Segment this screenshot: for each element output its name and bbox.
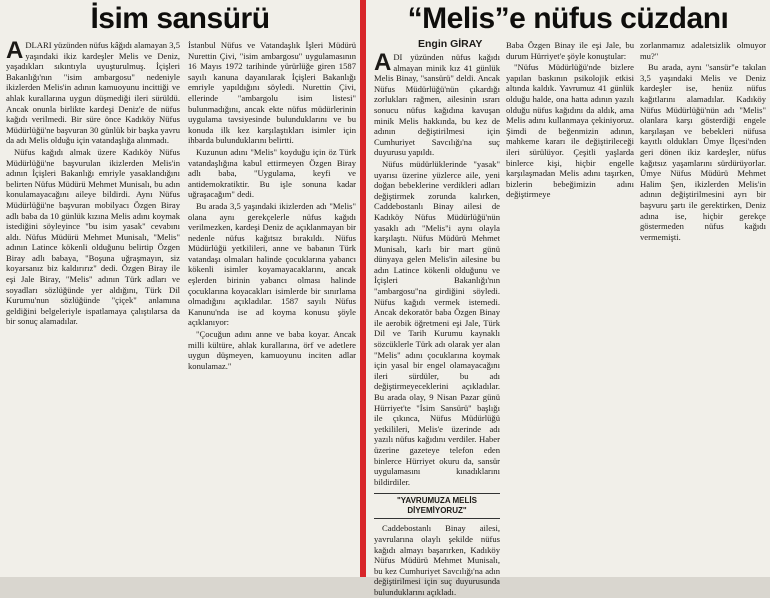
left-col2-paragraph-2: Kuzunun adını "Melis" koyduğu için öz Türk vatandaşlığına kabul ettirmeyen Özgen Biray adlı baba, "Uygulama, keyfi ve antidemokratiktir. Bu işle sonuna kadar uğraşacağım" dedi.	[188, 146, 356, 200]
right-clipping	[366, 0, 770, 597]
left-clipping	[0, 0, 360, 577]
right-col2-paragraph-2: "Nüfus Müdürlüğü'nde bizlere yapılan baskının psikolojik etkisi altında kaldık. Yavrumuz 41 günlük olduğu halde, ona hatta adının yazılı olduğu nüfus kağıdını da aldık, ama Melis adını kullanmaya çekiniyoruz. Şimdi de beğenmizin adının, mahkeme kararı ile değiştirileceği ileri sürülüyor. Çeşitli yaşlarda binlerce kişi, hiçbir engelle karşılaşmadan Melis adını taşırken, bizlerin bebeğimizin adını değiştirmeye	[506, 62, 634, 200]
left-column-2	[188, 40, 356, 577]
left-col2-paragraph-4: "Çocuğun adını anne ve baba koyar. Ancak milli kültüre, ahlak kurallarına, örf ve adetlere uygun düşmeyen, kamuoyunu inciten adlar konulamaz."	[188, 329, 356, 371]
right-col1-paragraph-1: ADI yüzünden nüfus kağıdı almayan minik kız 41 günlük Melis Binay, "sansürü" deldi. Ancak Nüfus Müdürlüğü'nün çıkardığı zorlukları rağmen, ailesinin ısrarı sonucu nüfus kağıdına kavuşan minik Melis hakkında, bu kez de adının değiştirilmesi için Cumhuriyet Savcılığı'na suç duyurusu yapıldı.	[374, 49, 500, 158]
left-col2-paragraph-1: İstanbul Nüfus ve Vatandaşlık İşleri Müdürü Nurettin Çivi, "isim ambargosu" uygulamasının 16 Mayıs 1972 tarihinde yürürlüğe giren 1587 sayılı kanuna dayanılarak İçişleri Bakanlığı emriyle yapıldığını söyledi. Nurettin Çivi, ellerinde "ambargolu isim listesi" bulunmadığını, ancak ekte nüfus müdürlerinin uygulama tavsiyesinde bulunduklarını ve bu konuda ilk kez karşılaştıkları isimler için ihbarda bulunduklarını belirtti.	[188, 40, 356, 146]
right-column-1	[374, 49, 500, 597]
subhead: "YAVRUMUZA MELİS DİYEMİYORUZ"	[374, 493, 500, 519]
right-headline: “Melis”e nüfus cüzdanı	[407, 2, 729, 35]
right-column-2	[506, 40, 634, 250]
left-col1-paragraph-1: ADLARI yüzünden nüfus kâğıdı alamayan 3,5 yaşındaki ikiz kardeşler Melis ve Deniz, yaşadıkları sıkıntıyla uyuşturulmuş. İçişleri Bakanlığı'nın "isim ambargosu" nedeniyle ikizlerden Melis'in adının kamuoyunu incittiği ve ahlak kurallarına uygun düşmediği ileri sürüldü. Ancak onunla birlikte kardeşi Deniz'e de nüfus kağıdı verilmedi. Bir süre önce Kadıköy Nüfus Müdürlüğü'ne başvuran 30 günlük bir başka yavru da adı Melis olduğu için vatandaşlığa alınmadı.	[6, 37, 180, 146]
dropcap: A	[6, 37, 24, 64]
right-col1-paragraph-2: Nüfus müdürlüklerinde "yasak" uyarısı üzerine yüzlerce aile, yeni doğan bebeklerine verdikleri adları değiştirmek zorunda kalırken, Caddebostanlı Binay ailesi de Kadıköy Nüfus Müdürlüğü'nün yasaklı adı "Melis"i aynı olayla karşılaştı. Nüfus Müdürü Mehmet Munisalı, karlı bir mart günü dünyaya gelen Melis'in ailesine bu adın Latince kökenli olduğunu ve İçişleri Bakanlığı'nın "ambargosu"na girdiğini söyledi. Nüfus kağıdı vermek istemedi. Ancak dekoratör baba Özgen Binay ile aerobik öğretmeni eşi Jale, Türk Dil ve Tarih Kurumu kaynaklı sözcüklerle Türk adı olarak yer alan "Melis" adını çocuklarına koymak için yasal bir engel olamayacağını ileri sürdüler, bu adı değiştirmeyeceklerini açıkladılar. Bu arada olay, 9 Nisan Pazar günü Hürriyet'te "İsim Sansürü" başlığı ile çıkınca, Nüfus Müdürlüğü yetkilileri, Melis'e üzerinde adı yazılı nüfus kağıdını verdiler. Haber üzerine gazeteye telefon eden binlerce Hürriyet okuru da, sansür uygulamasını kınadıklarını bildirdiler.	[374, 158, 500, 487]
left-column-1	[6, 37, 180, 577]
left-headline: İsim sansürü	[90, 2, 270, 35]
dropcap: A	[374, 49, 392, 76]
right-col2-paragraph-1: Baba Özgen Binay ile eşi Jale, bu durum Hürriyet'e şöyle konuştular:	[506, 40, 634, 61]
left-col2-paragraph-3: Bu arada 3,5 yaşındaki ikizlerden adı "Melis" olana aynı gerekçelerle nüfus kağıdı verilmezken, kardeşi Deniz de açıklanmayan bir nedenle nüfus kağıtsız bırakıldı. Nüfus Müdürlüğü yetkilileri, anne ve babanın Türk vatandaşı olmaları halinde çocuklarına yabancı kökenli isimler koyamayacaklarını, ancak eşlerden birinin yabancı olması halinde çocuklarına koyacakları isimlerde bir sınırlama olmadığını açıkladılar. 1587 sayılı Nüfus Kanunu'nda ise ad koyma konusu şöyle açıklanıyor:	[188, 200, 356, 328]
byline: Engin GİRAY	[418, 38, 483, 50]
left-col1-paragraph-2: Nüfus kağıdı almak üzere Kadıköy Nüfus Müdürlüğü'ne başvurulan ikizlerden Melis'in adının İçişleri Bakanlığı emriyle yasaklandığını belirten Nüfus Müdürü Mehmet Munisalı, bu adın konulamayacağını aileye bildirdi. Aynı Nüfus Müdürlüğü'ne başvuran mobilyacı Özgen Biray adlı baba da 10 günlük kızına Melis adını koymak istediğini söyleyince "bu isim yasak" cevabını aldı. Nüfus Müdürü Mehmet Munisalı, "Melis" adının Latince kökenli olduğunu belirtip Özgen Biray adlı babaya, "Boşuna uğraşmayın, siz koyarsanız biz kaldırırız" dedi. Özgen Biray ile eşi Jale Biray, "Melis" adının Türk adları ve soyadları sözlüğünde yer aldığını, Türk Dil Kurumu'nun sözlüğünde "çiçek" anlamına geldiğini belgeleriyle ispatlamaya çalıştılarsa da bir sonuç alamadılar.	[6, 146, 180, 327]
right-col3-paragraph-2: Bu arada, aynı "sansür"e takılan 3,5 yaşındaki Melis ve Deniz kardeşler ise, henüz nüfus kağıtlarını alamadılar. Kadıköy Nüfus Müdürlüğü'nün adı "Melis" olanlara karşı gösterdiği engele karşılaşan ve bebekleri nüfusa kayıtlı oldukları Ümye İlçesi'nden geri dönen ikiz kardeşler, nüfus kağıtsız yaşamlarını sürdürüyorlar. Ümye Nüfus Müdürü Mehmet Halim Şen, ikizlerden Melis'in adının değiştirilmesini ayrı bir başvuru şartı ile gerektirken, Deniz adına ise, hiçbir gerekçe göstermeden nüfus kağıdı vermemişti.	[640, 62, 766, 242]
right-col1-paragraph-3: Caddebostanlı Binay ailesi, yavrularına olaylı şekilde nüfus kağıdı almayı başarırken, Kadıköy Nüfus Müdürü Mehmet Munisalı, bu kez Cumhuriyet Savcılığı'na adın değiştirilmesi için suç duyurusunda bulunduklarını açıkladı.	[374, 523, 500, 597]
right-column-3	[640, 40, 766, 250]
right-col3-paragraph-1: zorlanmamız adaletsizlik olmuyor mu?"	[640, 40, 766, 61]
